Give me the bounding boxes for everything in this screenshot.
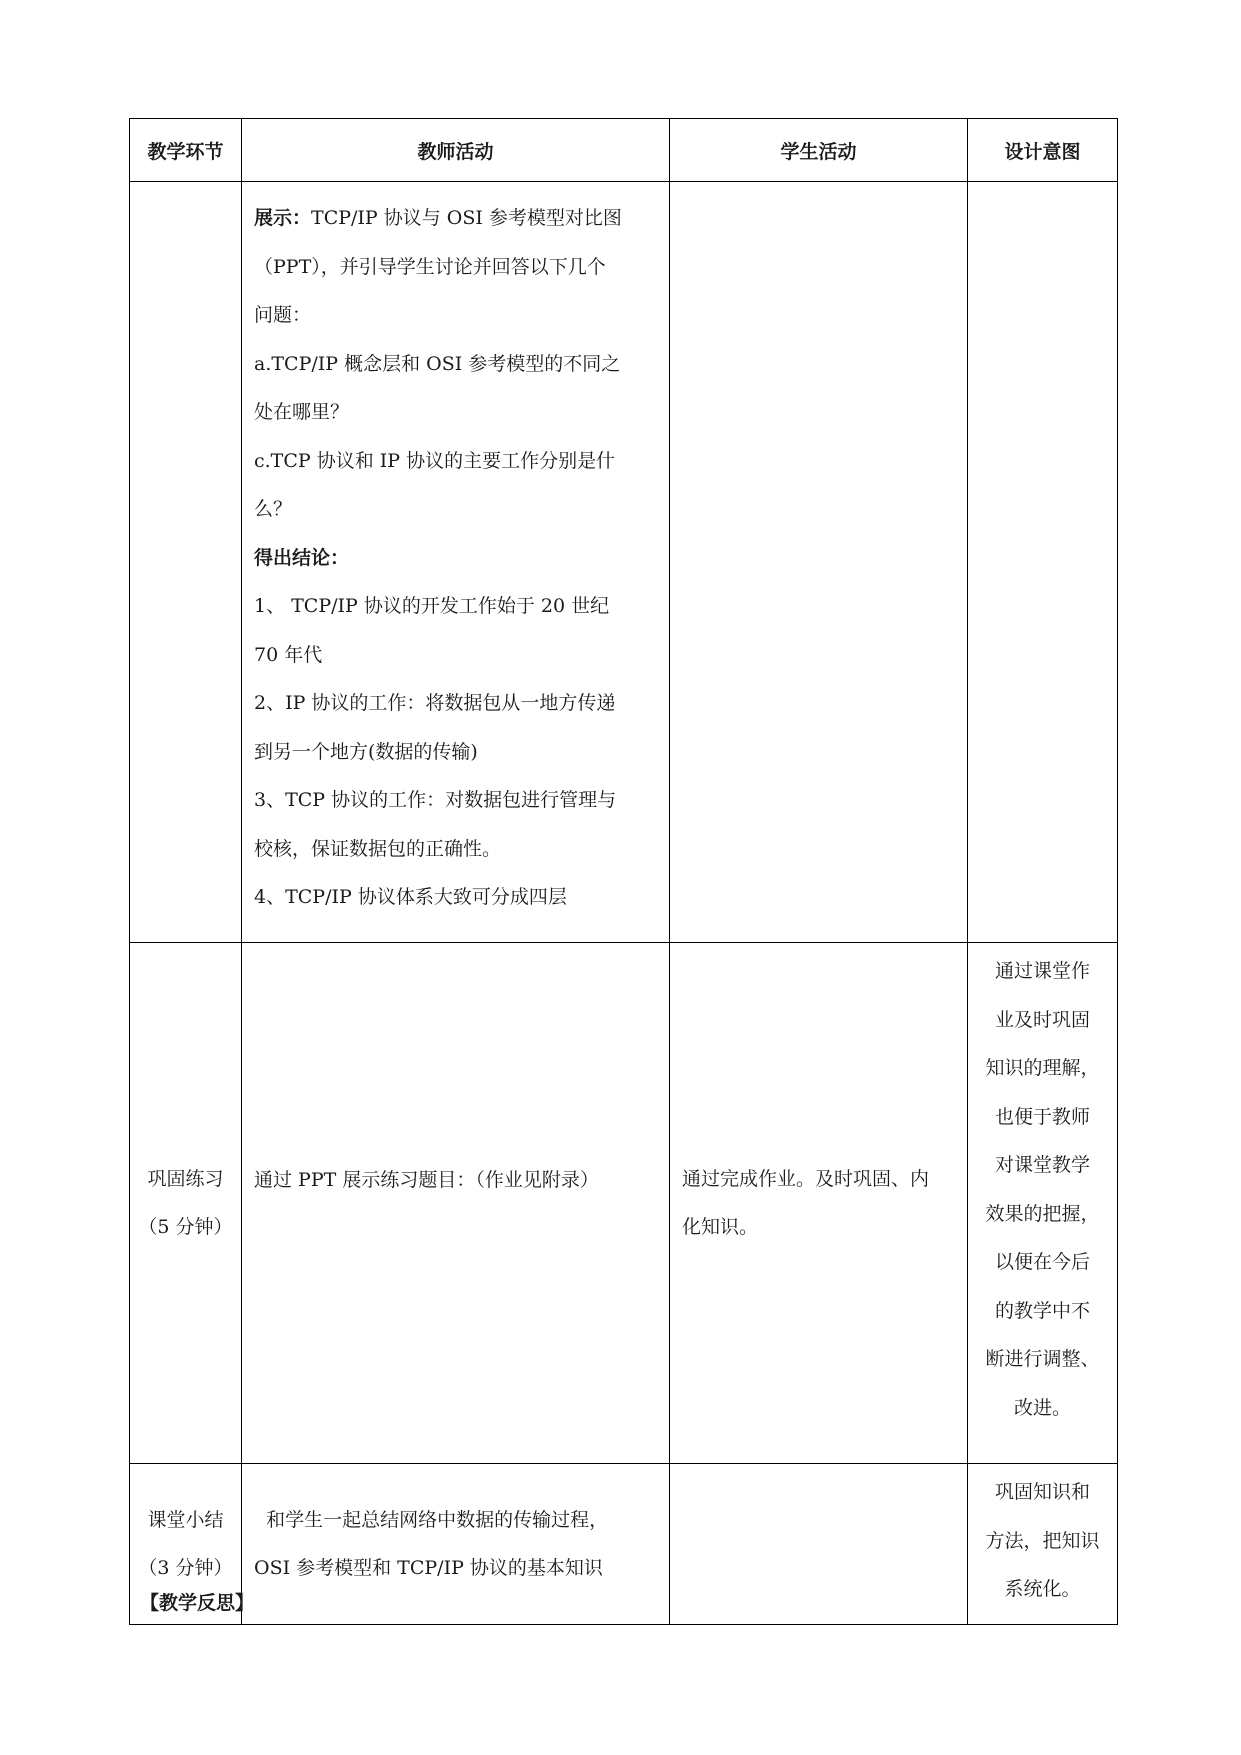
stage-name: 课堂小结 (147, 1509, 224, 1531)
header-row (130, 119, 1118, 182)
teacher-line: 通过 PPT 展示练习题目：（作业见附录） (254, 1168, 599, 1191)
stage-cell-empty (130, 182, 242, 943)
conclusion-label: 得出结论： (254, 546, 350, 569)
table-row (130, 943, 1118, 1464)
intent-line: 业及时巩固 (994, 1008, 1090, 1031)
design-intent-cell (968, 943, 1118, 1464)
conclusion-line: 4、TCP/IP 协议体系大致可分成四层 (254, 886, 567, 908)
header-teacher: 教师活动 (242, 119, 670, 182)
teacher-line: 展示：TCP/IP 协议与 OSI 参考模型对比图 (254, 207, 622, 229)
teacher-line: 处在哪里？ (254, 401, 350, 423)
stage-time: （5 分钟） (138, 1216, 233, 1238)
student-cell-empty (670, 182, 968, 943)
student-cell-empty (670, 1464, 968, 1625)
conclusion-line: 到另一个地方(数据的传输) (254, 740, 478, 763)
header-stage: 教学环节 (130, 119, 242, 182)
teacher-line: 问题： (254, 304, 312, 326)
student-line: 化知识。 (682, 1216, 759, 1238)
teacher-activity-cell (242, 182, 670, 943)
teacher-activity-cell (242, 943, 670, 1464)
teacher-activity-cell (242, 1464, 670, 1625)
intent-line: 改进。 (1013, 1396, 1071, 1419)
intent-line: 巩固知识和 (994, 1481, 1090, 1503)
teacher-line: 么？ (254, 498, 293, 520)
teaching-reflection-heading: 【教学反思】 (140, 1592, 255, 1614)
lesson-plan-table (129, 118, 1118, 1625)
intent-line: 断进行调整、 (985, 1348, 1100, 1370)
conclusion-line: 70 年代 (254, 643, 323, 666)
teacher-line: 和学生一起总结网络中数据的传输过程， (254, 1509, 609, 1531)
intent-line: 方法，把知识 (985, 1529, 1100, 1552)
stage-name: 巩固练习 (147, 1168, 224, 1190)
design-intent-cell (968, 1464, 1118, 1625)
display-label: 展示： (254, 207, 312, 229)
intent-line: 通过课堂作 (994, 960, 1090, 982)
intent-line: 系统化。 (1004, 1578, 1081, 1600)
intent-line: 的教学中不 (994, 1299, 1090, 1322)
header-student: 学生活动 (670, 119, 968, 182)
stage-cell (130, 943, 242, 1464)
conclusion-line: 1、 TCP/IP 协议的开发工作始于 20 世纪 (254, 595, 610, 617)
intent-line: 也便于教师 (994, 1105, 1090, 1128)
conclusion-line: 3、TCP 协议的工作：对数据包进行管理与 (254, 789, 617, 811)
intent-cell-empty (968, 182, 1118, 943)
conclusion-line: 2、IP 协议的工作：将数据包从一地方传递 (254, 692, 616, 714)
student-activity-cell (670, 943, 968, 1464)
intent-line: 以便在今后 (994, 1251, 1090, 1273)
header-intent: 设计意图 (968, 119, 1118, 182)
student-line: 通过完成作业。及时巩固、内 (682, 1168, 930, 1190)
table-row (130, 182, 1118, 943)
teacher-line: OSI 参考模型和 TCP/IP 协议的基本知识 (254, 1557, 603, 1579)
intent-line: 效果的把握， (985, 1202, 1100, 1225)
intent-line: 对课堂教学 (994, 1154, 1090, 1176)
conclusion-line: 校核，保证数据包的正确性。 (254, 837, 502, 860)
table-row (130, 1464, 1118, 1625)
teacher-line: a.TCP/IP 概念层和 OSI 参考模型的不同之 (254, 352, 621, 375)
stage-time: （3 分钟） (138, 1557, 233, 1579)
teacher-line: c.TCP 协议和 IP 协议的主要工作分别是什 (254, 449, 616, 472)
teacher-line: （PPT），并引导学生讨论并回答以下几个 (254, 255, 606, 278)
intent-line: 知识的理解， (985, 1057, 1100, 1079)
